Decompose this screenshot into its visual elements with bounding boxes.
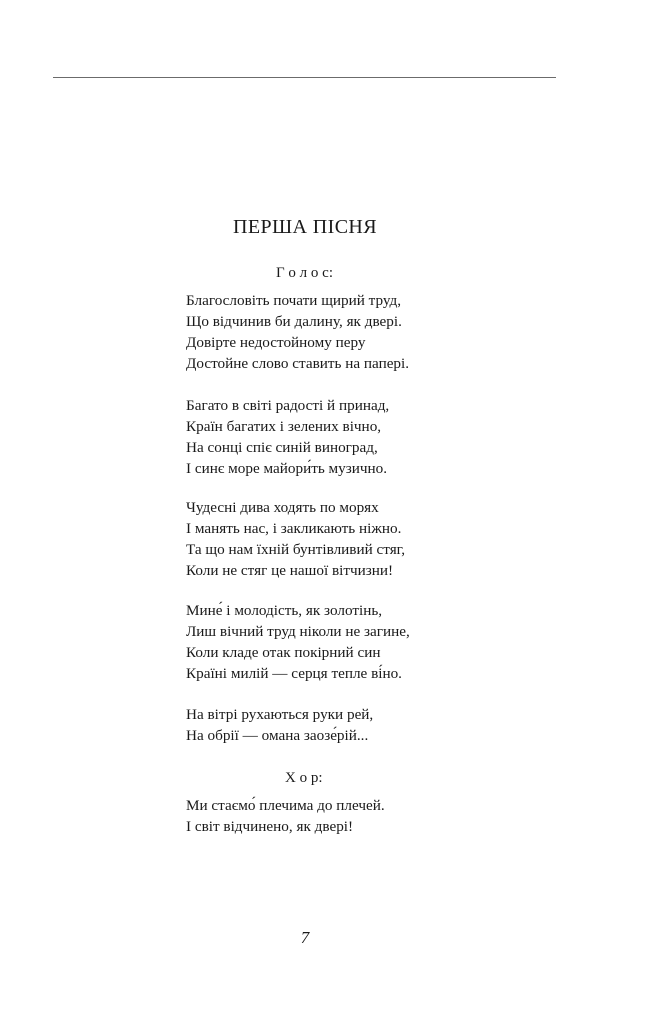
- verse-line: Мине́ і молодість, як золотінь,: [186, 602, 383, 619]
- verse-line: На вітрі рухаються руки рей,: [186, 706, 374, 723]
- verse-line: Благословіть почати щирий труд,: [186, 292, 402, 309]
- verse-line: Багато в світі радості й принад,: [186, 397, 390, 414]
- stanza: [186, 600, 410, 684]
- verse-line: Та що нам їхній бунтівливий стяг,: [186, 541, 405, 558]
- page-number: 7: [300, 928, 310, 947]
- stanza: [186, 704, 373, 746]
- speaker-label-voice: Г о л о с:: [276, 265, 333, 281]
- verse-line: На сонці спіє синій виноград,: [186, 439, 378, 456]
- poem-title: ПЕРША ПІСНЯ: [232, 216, 378, 238]
- speaker-label-chorus: Х о р:: [285, 770, 323, 786]
- verse-line: Довірте недостойному перу: [186, 334, 366, 351]
- header-rule: [53, 77, 556, 78]
- stanza: [186, 290, 409, 374]
- verse-line: Коли не стяг це нашої вітчизни!: [186, 562, 394, 579]
- verse-line: Коли кладе отак покірний син: [186, 644, 381, 661]
- verse-line: Країн багатих і зелених вічно,: [186, 418, 382, 435]
- verse-line: Ми стаємо́ плечима до плечей.: [186, 797, 385, 814]
- verse-line: Країні милій — серця тепле ві́но.: [186, 665, 402, 682]
- stanza: [186, 795, 385, 837]
- stanza: [186, 395, 389, 479]
- verse-line: Чудесні дива ходять по морях: [186, 499, 379, 516]
- verse-line: Лиш вічний труд ніколи не загине,: [186, 623, 410, 640]
- verse-line: І манять нас, і закликають ніжно.: [186, 520, 402, 537]
- stanza: [186, 497, 405, 581]
- verse-line: Що відчинив би далину, як двері.: [186, 313, 402, 330]
- verse-line: І світ відчинено, як двері!: [186, 818, 354, 835]
- verse-line: Достойне слово ставить на папері.: [186, 355, 410, 372]
- verse-line: І синє море майори́ть музично.: [186, 460, 388, 477]
- verse-line: На обрії — омана заозе́рій...: [186, 727, 369, 744]
